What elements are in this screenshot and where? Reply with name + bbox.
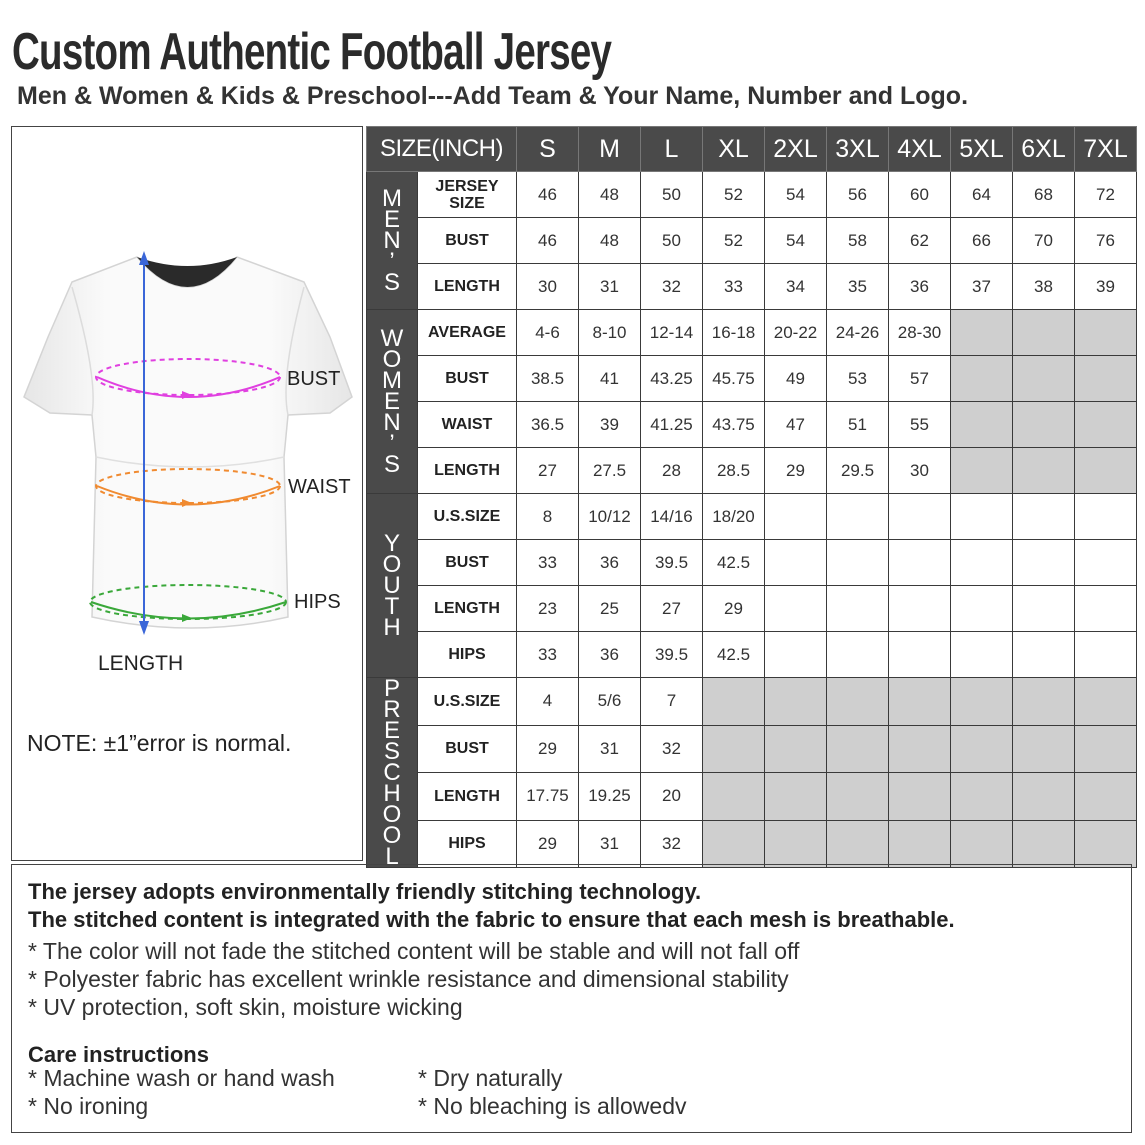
table-cell: 56 — [827, 172, 889, 218]
table-cell: 58 — [827, 218, 889, 264]
page-subtitle: Men & Women & Kids & Preschool---Add Team & Your Name, Number and Logo. — [17, 82, 969, 110]
group-label-letter: R — [383, 696, 401, 723]
empty-cell — [1013, 586, 1075, 632]
table-cell: 53 — [827, 356, 889, 402]
row-label: BUST — [418, 356, 517, 402]
table-row — [367, 402, 1137, 448]
empty-cell — [951, 448, 1013, 494]
row-label: HIPS — [418, 632, 517, 678]
row-label: U.S.SIZE — [418, 494, 517, 540]
table-cell: 42.5 — [703, 632, 765, 678]
size-header-row — [367, 127, 1137, 172]
table-cell: 29.5 — [827, 448, 889, 494]
empty-cell — [1013, 448, 1075, 494]
table-cell: 33 — [517, 540, 579, 586]
empty-cell — [1075, 632, 1137, 678]
table-cell: 28-30 — [889, 310, 951, 356]
empty-cell — [1013, 310, 1075, 356]
table-row — [367, 448, 1137, 494]
empty-cell — [889, 586, 951, 632]
empty-cell — [951, 725, 1013, 773]
table-row — [367, 218, 1137, 264]
table-cell: 57 — [889, 356, 951, 402]
group-label-letter: O — [382, 822, 402, 849]
empty-cell — [1075, 820, 1137, 868]
empty-cell — [827, 725, 889, 773]
table-cell: 32 — [641, 725, 703, 773]
table-cell: 35 — [827, 264, 889, 310]
empty-cell — [827, 820, 889, 868]
table-cell: 30 — [889, 448, 951, 494]
empty-cell — [1013, 356, 1075, 402]
table-cell: 34 — [765, 264, 827, 310]
table-cell: 27 — [641, 586, 703, 632]
empty-cell — [889, 540, 951, 586]
group-label — [367, 678, 418, 868]
table-cell: 50 — [641, 218, 703, 264]
table-cell: 29 — [517, 725, 579, 773]
group-label-letter: S — [383, 269, 400, 296]
empty-cell — [1075, 448, 1137, 494]
table-row — [367, 310, 1137, 356]
row-label: BUST — [418, 725, 517, 773]
empty-cell — [1013, 725, 1075, 773]
table-cell: 43.75 — [703, 402, 765, 448]
table-cell: 33 — [517, 632, 579, 678]
group-label — [367, 310, 418, 494]
group-label-letter: H — [383, 780, 401, 807]
feature-bullet: * The color will not fade the stitched content will be stable and will not fall off — [28, 938, 800, 964]
empty-cell — [1013, 540, 1075, 586]
table-cell: 46 — [517, 218, 579, 264]
table-cell: 52 — [703, 172, 765, 218]
table-cell: 29 — [765, 448, 827, 494]
table-cell: 42.5 — [703, 540, 765, 586]
group-label-letter: E — [383, 206, 400, 233]
table-cell: 10/12 — [579, 494, 641, 540]
empty-cell — [1075, 725, 1137, 773]
jersey-shape — [24, 257, 352, 628]
group-label-letter: ’ — [389, 430, 395, 457]
table-row — [367, 820, 1137, 868]
empty-cell — [765, 678, 827, 726]
table-cell: 64 — [951, 172, 1013, 218]
empty-cell — [1075, 678, 1137, 726]
table-cell: 76 — [1075, 218, 1137, 264]
empty-cell — [1075, 356, 1137, 402]
empty-cell — [1013, 820, 1075, 868]
table-cell: 72 — [1075, 172, 1137, 218]
empty-cell — [827, 632, 889, 678]
empty-cell — [951, 540, 1013, 586]
table-cell: 27.5 — [579, 448, 641, 494]
group-label-letter: S — [383, 451, 400, 478]
table-row — [367, 632, 1137, 678]
empty-cell — [951, 820, 1013, 868]
table-cell: 39 — [579, 402, 641, 448]
group-label-letter: M — [382, 367, 402, 394]
table-cell: 5/6 — [579, 678, 641, 726]
table-cell: 14/16 — [641, 494, 703, 540]
size-header-cell: S — [517, 127, 579, 172]
empty-cell — [765, 773, 827, 821]
empty-cell — [951, 402, 1013, 448]
empty-cell — [765, 494, 827, 540]
table-cell: 28.5 — [703, 448, 765, 494]
size-header-cell: M — [579, 127, 641, 172]
table-cell: 46 — [517, 172, 579, 218]
table-row — [367, 725, 1137, 773]
group-label — [367, 172, 418, 310]
table-cell: 31 — [579, 725, 641, 773]
row-label: HIPS — [418, 820, 517, 868]
group-label-letter: O — [382, 801, 402, 828]
feature-headline-1: The jersey adopts environmentally friendly stitching technology. — [28, 879, 702, 904]
empty-cell — [1013, 494, 1075, 540]
empty-cell — [1013, 632, 1075, 678]
table-cell: 47 — [765, 402, 827, 448]
empty-cell — [703, 678, 765, 726]
table-row — [367, 494, 1137, 540]
empty-cell — [1075, 773, 1137, 821]
empty-cell — [1075, 586, 1137, 632]
table-cell: 31 — [579, 264, 641, 310]
table-cell: 17.75 — [517, 773, 579, 821]
empty-cell — [765, 586, 827, 632]
care-item: * No bleaching is allowedv — [418, 1093, 687, 1119]
table-cell: 19.25 — [579, 773, 641, 821]
table-cell: 39.5 — [641, 540, 703, 586]
row-label: WAIST — [418, 402, 517, 448]
feature-bullet: * UV protection, soft skin, moisture wicking — [28, 994, 463, 1020]
empty-cell — [1013, 773, 1075, 821]
row-label: BUST — [418, 540, 517, 586]
table-cell: 55 — [889, 402, 951, 448]
table-cell: 70 — [1013, 218, 1075, 264]
table-cell: 41 — [579, 356, 641, 402]
table-cell: 38 — [1013, 264, 1075, 310]
empty-cell — [1075, 402, 1137, 448]
table-cell: 66 — [951, 218, 1013, 264]
table-cell: 29 — [517, 820, 579, 868]
empty-cell — [889, 820, 951, 868]
table-row — [367, 540, 1137, 586]
size-header-cell: 7XL — [1075, 127, 1137, 172]
table-cell: 60 — [889, 172, 951, 218]
table-cell: 48 — [579, 172, 641, 218]
table-cell: 23 — [517, 586, 579, 632]
measurement-diagram-panel — [11, 126, 363, 861]
table-row — [367, 773, 1137, 821]
empty-cell — [951, 356, 1013, 402]
table-cell: 36 — [579, 540, 641, 586]
empty-cell — [951, 494, 1013, 540]
group-label — [367, 494, 418, 678]
group-label-letter: T — [384, 593, 400, 620]
row-label: LENGTH — [418, 586, 517, 632]
empty-cell — [889, 773, 951, 821]
table-cell: 32 — [641, 820, 703, 868]
empty-cell — [765, 725, 827, 773]
size-chart-table — [366, 126, 1137, 868]
table-cell: 36 — [889, 264, 951, 310]
group-label-letter: U — [383, 572, 401, 599]
table-cell: 54 — [765, 172, 827, 218]
empty-cell — [1075, 310, 1137, 356]
care-instructions-title: Care instructions — [28, 1042, 209, 1067]
table-cell: 24-26 — [827, 310, 889, 356]
size-inch-header: SIZE(INCH) — [367, 127, 517, 172]
row-label: JERSEY SIZE — [418, 172, 517, 218]
empty-cell — [765, 632, 827, 678]
table-row — [367, 678, 1137, 726]
table-row — [367, 172, 1137, 218]
table-cell: 7 — [641, 678, 703, 726]
empty-cell — [889, 494, 951, 540]
empty-cell — [951, 586, 1013, 632]
empty-cell — [827, 494, 889, 540]
size-header-cell: 5XL — [951, 127, 1013, 172]
empty-cell — [1013, 402, 1075, 448]
table-cell: 27 — [517, 448, 579, 494]
empty-cell — [703, 820, 765, 868]
feature-headline-2: The stitched content is integrated with the fabric to ensure that each mesh is breathable. — [28, 907, 955, 932]
size-header-cell: 2XL — [765, 127, 827, 172]
empty-cell — [889, 725, 951, 773]
table-cell: 52 — [703, 218, 765, 264]
group-label-letter: C — [383, 759, 401, 786]
empty-cell — [765, 820, 827, 868]
table-cell: 41.25 — [641, 402, 703, 448]
table-cell: 62 — [889, 218, 951, 264]
table-cell: 31 — [579, 820, 641, 868]
care-item: * Machine wash or hand wash — [28, 1065, 335, 1091]
table-cell: 38.5 — [517, 356, 579, 402]
empty-cell — [827, 586, 889, 632]
table-cell: 16-18 — [703, 310, 765, 356]
hips-label: HIPS — [294, 591, 341, 613]
empty-cell — [889, 678, 951, 726]
table-cell: 49 — [765, 356, 827, 402]
table-cell: 51 — [827, 402, 889, 448]
size-header-cell: XL — [703, 127, 765, 172]
empty-cell — [827, 540, 889, 586]
table-row — [367, 264, 1137, 310]
table-cell: 4-6 — [517, 310, 579, 356]
row-label: LENGTH — [418, 448, 517, 494]
group-label-letter: M — [382, 185, 402, 212]
table-cell: 18/20 — [703, 494, 765, 540]
group-label-letter: O — [382, 551, 402, 578]
table-cell: 25 — [579, 586, 641, 632]
empty-cell — [951, 773, 1013, 821]
empty-cell — [1075, 494, 1137, 540]
table-cell: 68 — [1013, 172, 1075, 218]
page-title: Custom Authentic Football Jersey — [12, 23, 612, 81]
table-cell: 36 — [579, 632, 641, 678]
table-cell: 30 — [517, 264, 579, 310]
group-label-letter: ’ — [389, 248, 395, 275]
table-cell: 50 — [641, 172, 703, 218]
table-row — [367, 586, 1137, 632]
row-label: U.S.SIZE — [418, 678, 517, 726]
empty-cell — [827, 773, 889, 821]
care-item: * Dry naturally — [418, 1065, 563, 1091]
table-cell: 28 — [641, 448, 703, 494]
empty-cell — [827, 678, 889, 726]
table-cell: 36.5 — [517, 402, 579, 448]
empty-cell — [889, 632, 951, 678]
table-cell: 37 — [951, 264, 1013, 310]
table-cell: 33 — [703, 264, 765, 310]
empty-cell — [703, 773, 765, 821]
table-cell: 45.75 — [703, 356, 765, 402]
table-row — [367, 356, 1137, 402]
size-header-cell: 4XL — [889, 127, 951, 172]
size-header-cell: L — [641, 127, 703, 172]
info-panel — [11, 864, 1132, 1133]
table-cell: 39.5 — [641, 632, 703, 678]
group-label-letter: S — [383, 738, 400, 765]
table-cell: 4 — [517, 678, 579, 726]
table-cell: 8-10 — [579, 310, 641, 356]
feature-bullet: * Polyester fabric has excellent wrinkle resistance and dimensional stability — [28, 966, 789, 992]
group-label-letter: E — [383, 717, 400, 744]
tolerance-note: NOTE: ±1”error is normal. — [27, 730, 292, 756]
size-header-cell: 6XL — [1013, 127, 1075, 172]
table-cell: 12-14 — [641, 310, 703, 356]
empty-cell — [951, 310, 1013, 356]
empty-cell — [1013, 678, 1075, 726]
table-cell: 48 — [579, 218, 641, 264]
row-label: LENGTH — [418, 773, 517, 821]
table-cell: 32 — [641, 264, 703, 310]
table-cell: 39 — [1075, 264, 1137, 310]
table-cell: 8 — [517, 494, 579, 540]
empty-cell — [951, 678, 1013, 726]
size-header-cell: 3XL — [827, 127, 889, 172]
group-label-letter: L — [385, 843, 399, 868]
empty-cell — [951, 632, 1013, 678]
length-label: LENGTH — [98, 652, 184, 675]
group-label-letter: E — [383, 388, 400, 415]
empty-cell — [765, 540, 827, 586]
table-cell: 54 — [765, 218, 827, 264]
table-cell: 20 — [641, 773, 703, 821]
group-label-letter: H — [383, 614, 401, 641]
table-cell: 29 — [703, 586, 765, 632]
group-label-letter: N — [383, 227, 401, 254]
empty-cell — [1075, 540, 1137, 586]
group-label-letter: P — [383, 677, 400, 702]
empty-cell — [703, 725, 765, 773]
row-label: AVERAGE — [418, 310, 517, 356]
table-cell: 43.25 — [641, 356, 703, 402]
group-label-letter: Y — [383, 530, 400, 557]
group-label-letter: W — [380, 325, 404, 352]
group-label-letter: N — [383, 409, 401, 436]
row-label: LENGTH — [418, 264, 517, 310]
bust-label: BUST — [287, 368, 341, 390]
waist-label: WAIST — [288, 476, 351, 498]
group-label-letter: O — [382, 346, 402, 373]
row-label: BUST — [418, 218, 517, 264]
care-item: * No ironing — [28, 1093, 149, 1119]
table-cell: 20-22 — [765, 310, 827, 356]
